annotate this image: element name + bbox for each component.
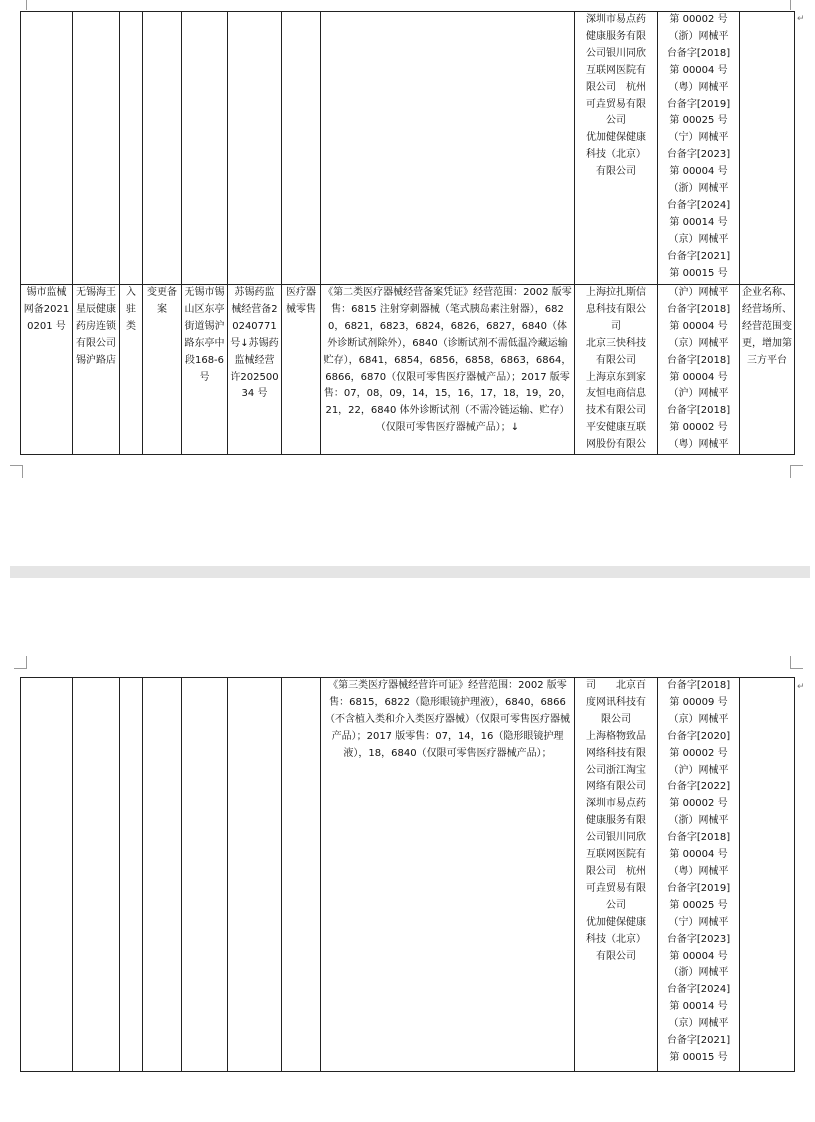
cell-filing-numbers: （沪）网械平 台备字[2018] 第 00004 号 （京）网械平 台备字[2018] 第 00004 号 （沪）网械平 台备字[2018] 第 00002 号 （粤）网械平: [658, 285, 740, 455]
cell-scope-empty: [321, 12, 575, 285]
page-separator: [10, 566, 810, 578]
cell-business-mode: 医疗器械零售: [282, 285, 321, 455]
cell-platforms: 上海拉扎斯信 息科技有限公 司 北京三快科技 有限公司 上海京东到家 友恒电商信息 技术有限公司 平安健康互联 网股份有限公: [575, 285, 658, 455]
cell-business-scope: 《第三类医疗器械经营许可证》经营范围：2002 版零售：6815，6822（隐形眼镜护理液），6840，6866（不含植入类和介入类医疗器械）（仅限可零售医疗器械产品）；2017 版零售：07，14，16（隐形眼镜护理液），18，6840（仅限可零售医疗器械产品）；: [321, 678, 575, 1072]
cell-company-empty: [73, 678, 120, 1072]
cell-record-no-empty: [21, 678, 73, 1072]
row-end-mark: ↵: [797, 682, 805, 692]
table-row-continued: [21, 12, 795, 285]
filing-table-page-2: [20, 677, 795, 1072]
cell-license-numbers: 苏锡药监械经营备20240771 号↓苏锡药监械经营许20250034 号: [228, 285, 282, 455]
crop-mark-top-left: [14, 656, 27, 669]
cell-address-empty: [182, 678, 228, 1072]
cell-category: 入驻类: [120, 285, 143, 455]
cell-business-scope: 《第二类医疗器械经营备案凭证》经营范围：2002 版零售：6815 注射穿刺器械（笔式胰岛素注射器），6820，6821，6823，6824，6826，6827，6840（体外诊断试剂除外），6840（诊断试剂不需低温冷藏运输贮存），6841，6854，6856，6858，6863，6864，6866，6870（仅限可零售医疗器械产品）；2017 版零售：07，08，09，14，15，16，17，18，19，20，21，22，6840 体外诊断试剂（不需冷链运输、贮存）（仅限可零售医疗器械产品）；↓: [321, 285, 575, 455]
cell-platforms: 深圳市易点药 健康服务有限 公司银川同欣 互联网医院有 限公司 杭州 可垚贸易有限 公司 优加健保健康 科技（北京） 有限公司: [575, 12, 658, 285]
cell-company-name: 无锡海王星辰健康药房连锁有限公司锡沪路店: [73, 285, 120, 455]
cell-filing-numbers: 第 00002 号 （浙）网械平 台备字[2018] 第 00004 号 （粤）网械平 台备字[2019] 第 00025 号 （宁）网械平 台备字[2023] 第 00004 号 （浙）网械平 台备字[2024] 第 00014 号 （京）网械平 台备字[2021] 第 00015 号: [658, 12, 740, 285]
cell-filing-type-empty: [143, 678, 182, 1072]
cell-filing-numbers: 台备字[2018] 第 00009 号 （京）网械平 台备字[2020] 第 00002 号 （沪）网械平 台备字[2022] 第 00002 号 （浙）网械平 台备字[2018] 第 00004 号 （粤）网械平 台备字[2019] 第 00025 号 （宁）网械平 台备字[2023] 第 00004 号 （浙）网械平 台备字[2024] 第 00014 号 （京）网械平 台备字[2021] 第 00015 号: [658, 678, 740, 1072]
cell-business-mode-empty: [282, 12, 321, 285]
cell-category-empty: [120, 678, 143, 1072]
cell-address-empty: [182, 12, 228, 285]
crop-mark-top-right: [790, 656, 803, 669]
table-row-continued: [21, 678, 795, 1072]
cell-licenses-empty: [228, 678, 282, 1072]
cell-company-empty: [73, 12, 120, 285]
cell-business-mode-empty: [282, 678, 321, 1072]
cell-address: 无锡市锡山区东亭街道锡沪路东亭中段168-6号: [182, 285, 228, 455]
crop-mark-bottom-left: [10, 465, 23, 478]
cell-change-note-empty: [740, 678, 795, 1072]
crop-mark-top-right: [790, 0, 803, 10]
cell-category-empty: [120, 12, 143, 285]
page-2: [0, 578, 815, 1122]
cell-filing-type: 变更备案: [143, 285, 182, 455]
row-end-mark: ↵: [797, 14, 805, 24]
table-row-main: [21, 285, 795, 455]
cell-platforms: 司 北京百 度网讯科技有 限公司 上海格物致品 网络科技有限 公司浙江淘宝 网络有限公司 深圳市易点药 健康服务有限 公司银川同欣 互联网医院有 限公司 杭州 可垚贸易有限 公司 优加健保健康 科技（北京） 有限公司: [575, 678, 658, 1072]
cell-change-note: 企业名称、经营场所、经营范围变更，增加第三方平台: [740, 285, 795, 455]
filing-table-page-1: [20, 11, 795, 455]
cell-licenses-empty: [228, 12, 282, 285]
crop-mark-top-left: [14, 0, 27, 10]
cell-filing-type-empty: [143, 12, 182, 285]
cell-record-no: 锡市监械网备20210201 号: [21, 285, 73, 455]
cell-change-note-empty: [740, 12, 795, 285]
cell-record-no-empty: [21, 12, 73, 285]
crop-mark-bottom-right: [790, 465, 803, 478]
